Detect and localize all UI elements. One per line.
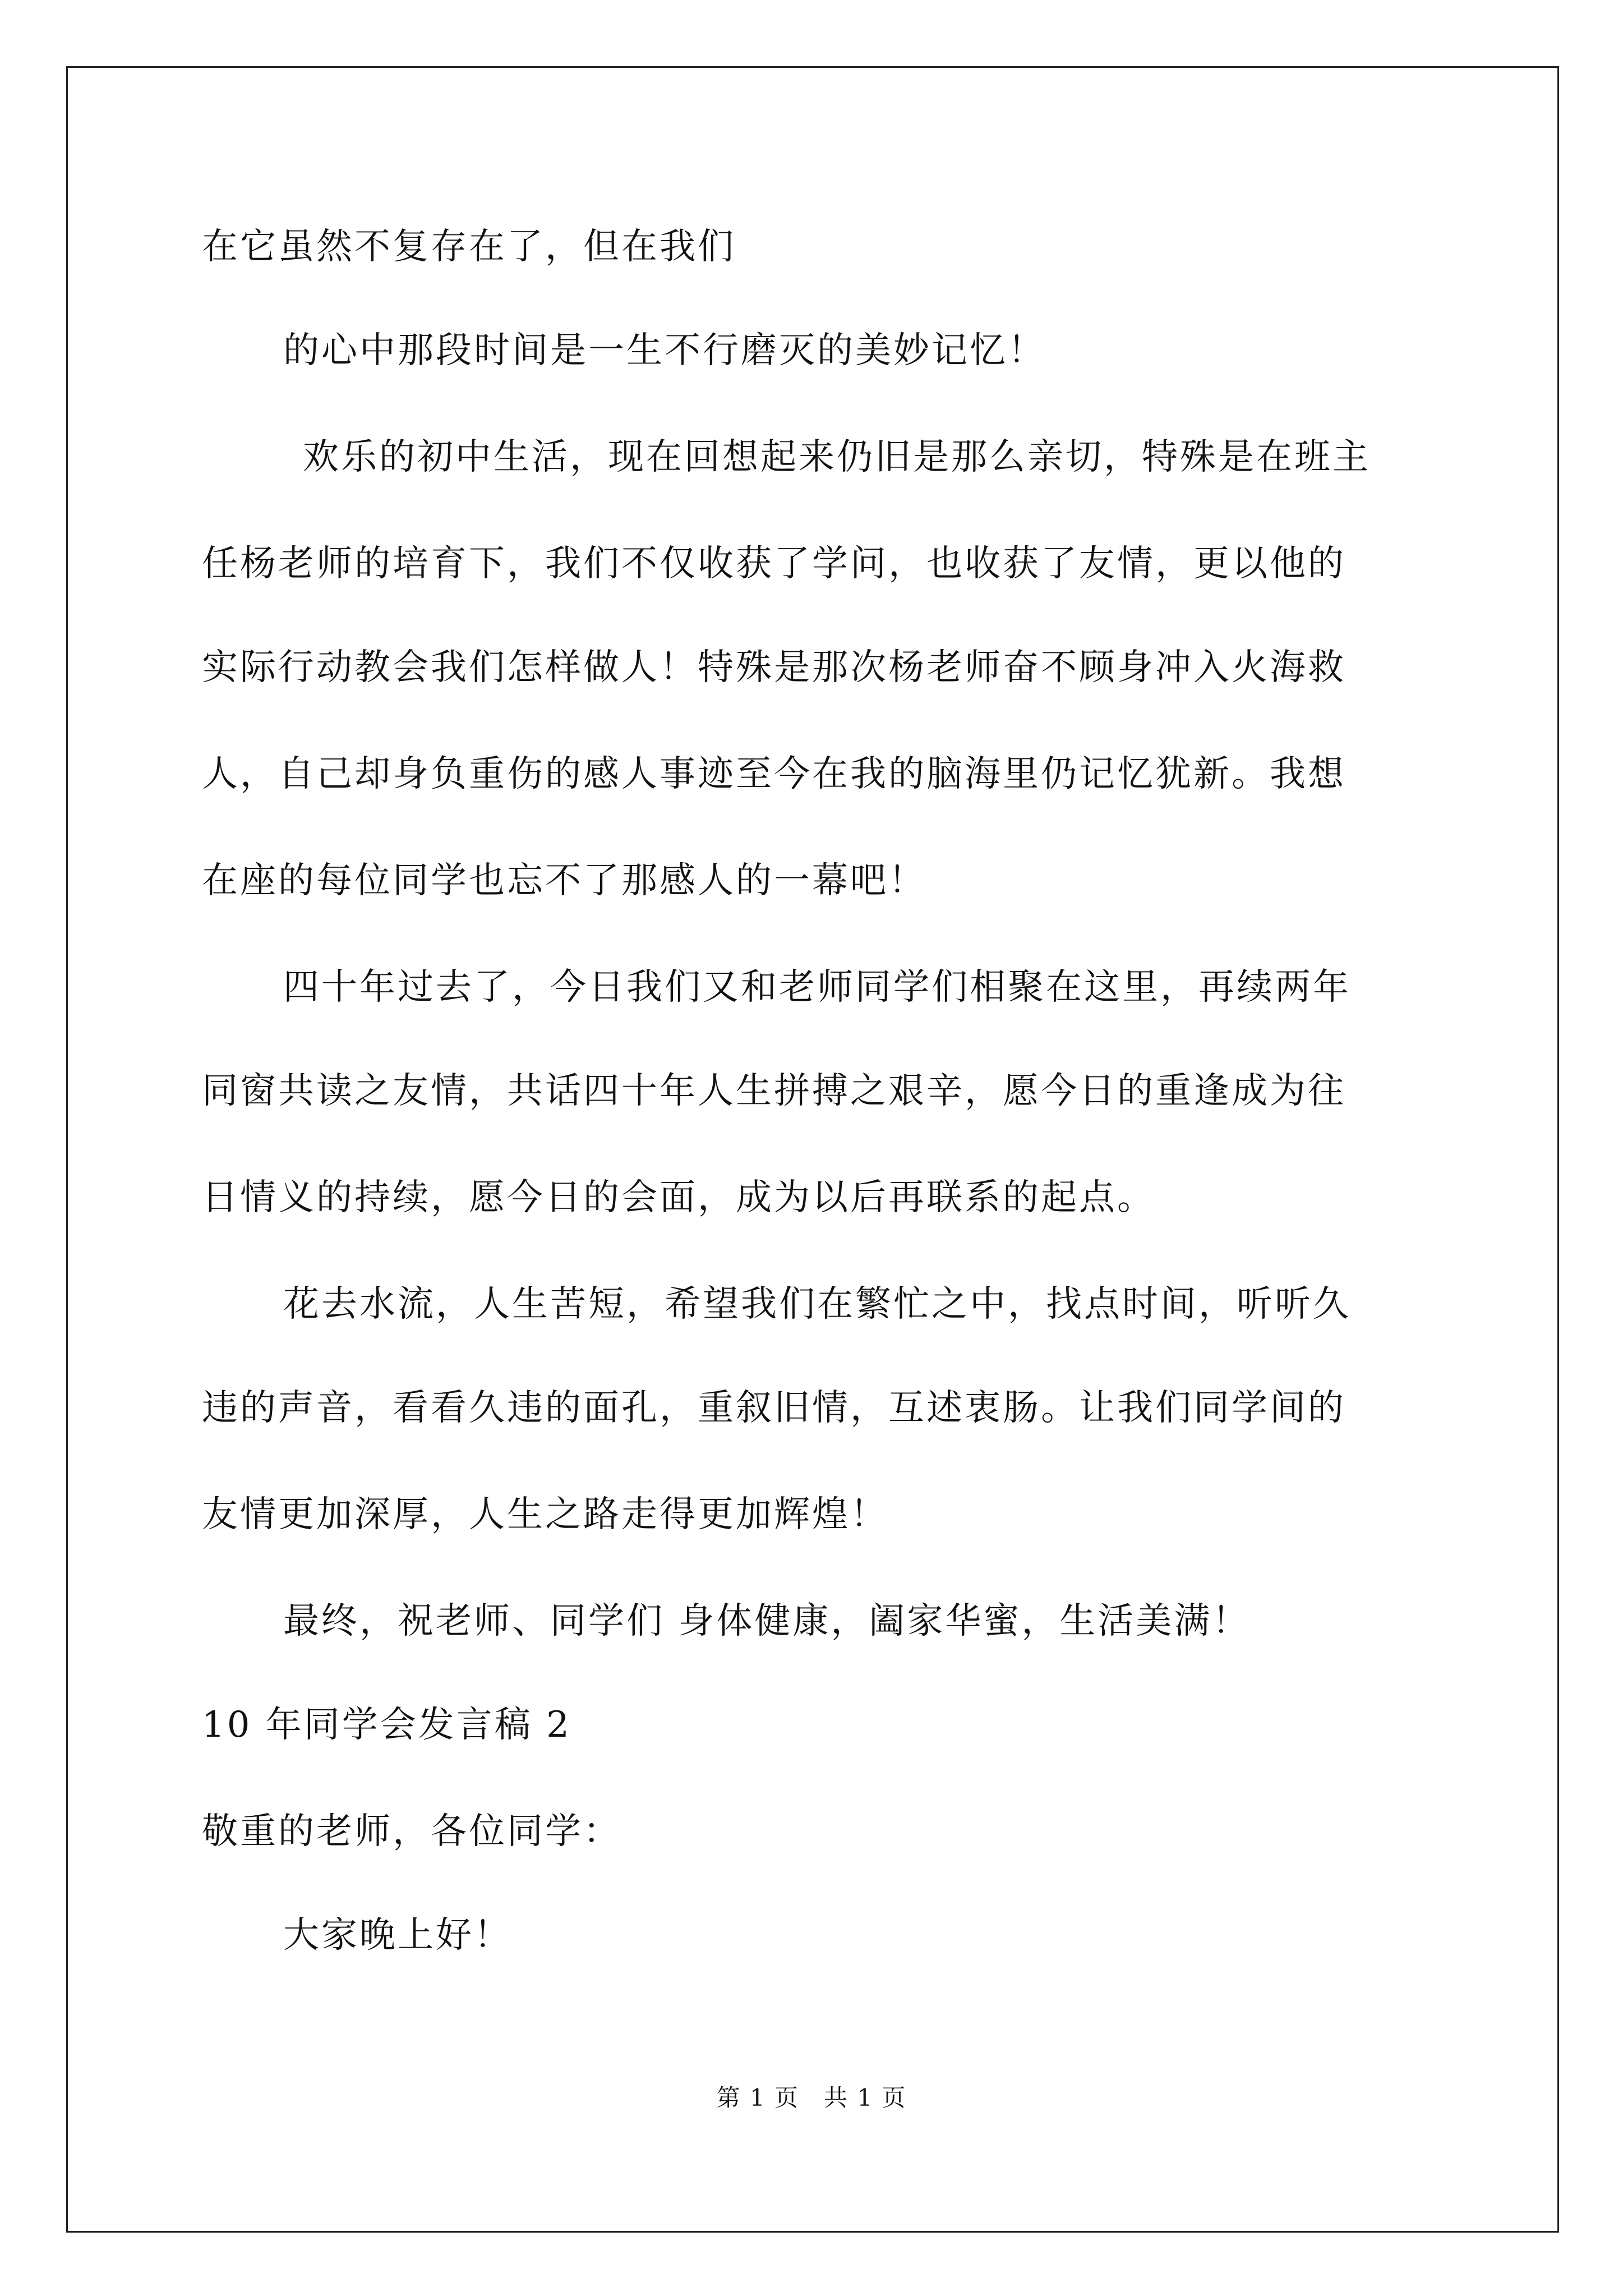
text-line-9: 同窗共读之友情，共话四十年人生拼搏之艰辛，愿今日的重逢成为往 — [202, 1070, 1346, 1112]
text-line-6: 人，自己却身负重伤的感人事迹至今在我的脑海里仍记忆犹新。我想 — [202, 753, 1346, 795]
page-border — [66, 66, 1559, 2233]
text-line-11: 花去水流，人生苦短，希望我们在繁忙之中，找点时间，听听久 — [283, 1283, 1351, 1325]
text-line-8: 四十年过去了，今日我们又和老师同学们相聚在这里，再续两年 — [283, 967, 1351, 1008]
text-line-10: 日情义的持续，愿今日的会面，成为以后再联系的起点。 — [202, 1177, 1155, 1218]
text-line-4: 任杨老师的培育下，我们不仅收获了学问，也收获了友情，更以他的 — [202, 543, 1346, 585]
salutation: 敬重的老师，各位同学： — [202, 1811, 621, 1852]
section-heading: 10 年同学会发言稿 2 — [202, 1704, 571, 1746]
greeting: 大家晚上好！ — [283, 1915, 512, 1956]
text-line-14: 最终，祝老师、同学们 身体健康，阖家华蜜，生活美满！ — [283, 1600, 1251, 1642]
text-line-2: 的心中那段时间是一生不行磨灭的美妙记忆！ — [283, 330, 1046, 371]
text-line-5: 实际行动教会我们怎样做人！特殊是那次杨老师奋不顾身冲入火海救 — [202, 647, 1346, 688]
page-footer: 第 1 页 共 1 页 — [716, 2084, 907, 2111]
text-line-7: 在座的每位同学也忘不了那感人的一幕吧！ — [202, 860, 926, 901]
text-line-3: 欢乐的初中生活，现在回想起来仍旧是那么亲切，特殊是在班主 — [303, 436, 1371, 478]
text-line-12: 违的声音，看看久违的面孔，重叙旧情，互述衷肠。让我们同学间的 — [202, 1387, 1346, 1429]
text-line-1: 在它虽然不复存在了，但在我们 — [202, 226, 736, 268]
text-line-13: 友情更加深厚，人生之路走得更加辉煌！ — [202, 1494, 888, 1535]
